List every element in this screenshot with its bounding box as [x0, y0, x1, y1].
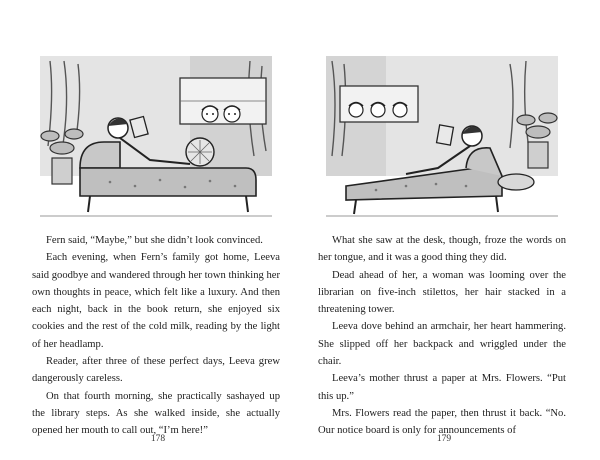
right-page-text: [318, 232, 566, 440]
left-page: [18, 0, 298, 460]
right-illustration: [326, 56, 558, 222]
paragraph: Leeva dove behind an armchair, her heart hammering. She slipped off her backpack and wriggled under the chair.: [318, 321, 566, 368]
page-number: 179: [436, 434, 452, 444]
left-illustration-drawing: [40, 56, 272, 222]
right-page: [304, 0, 584, 460]
paragraph: Fern said, “Maybe,” but she didn’t look convinced.: [46, 235, 263, 246]
paragraph: What she saw at the desk, though, froze the words on her tongue, and it was a good thing they did.: [318, 235, 566, 264]
left-illustration: [40, 56, 272, 222]
paragraph: Leeva’s mother thrust a paper at Mrs. Flowers. “Put this up.”: [318, 373, 566, 402]
paragraph: On that fourth morning, she practically sashayed up the library steps. As she walked inside, she actually opened her mouth to call out, “I’m here!”: [32, 390, 280, 437]
paragraph: Dead ahead of her, a woman was looming over the librarian on five-inch stilettos, her hair stacked in a threatening tower.: [318, 269, 566, 316]
paragraph: Each evening, when Fern’s family got home, Leeva said goodbye and wandered through her town thinking her own thoughts in peace, which felt like a luxury. And then each night, back in the book return, she enjoyed six cookies and the rest of the cold milk, reading by the light of her headlamp.: [32, 252, 280, 350]
paragraph: Reader, after three of these perfect days, Leeva grew dangerously careless.: [32, 356, 280, 385]
paragraph: Mrs. Flowers read the paper, then thrust it back. “No. Our notice board is only for announcements of: [318, 407, 566, 437]
left-page-text: [32, 232, 280, 440]
right-illustration-drawing: [326, 56, 558, 222]
page-number: 178: [150, 434, 166, 444]
